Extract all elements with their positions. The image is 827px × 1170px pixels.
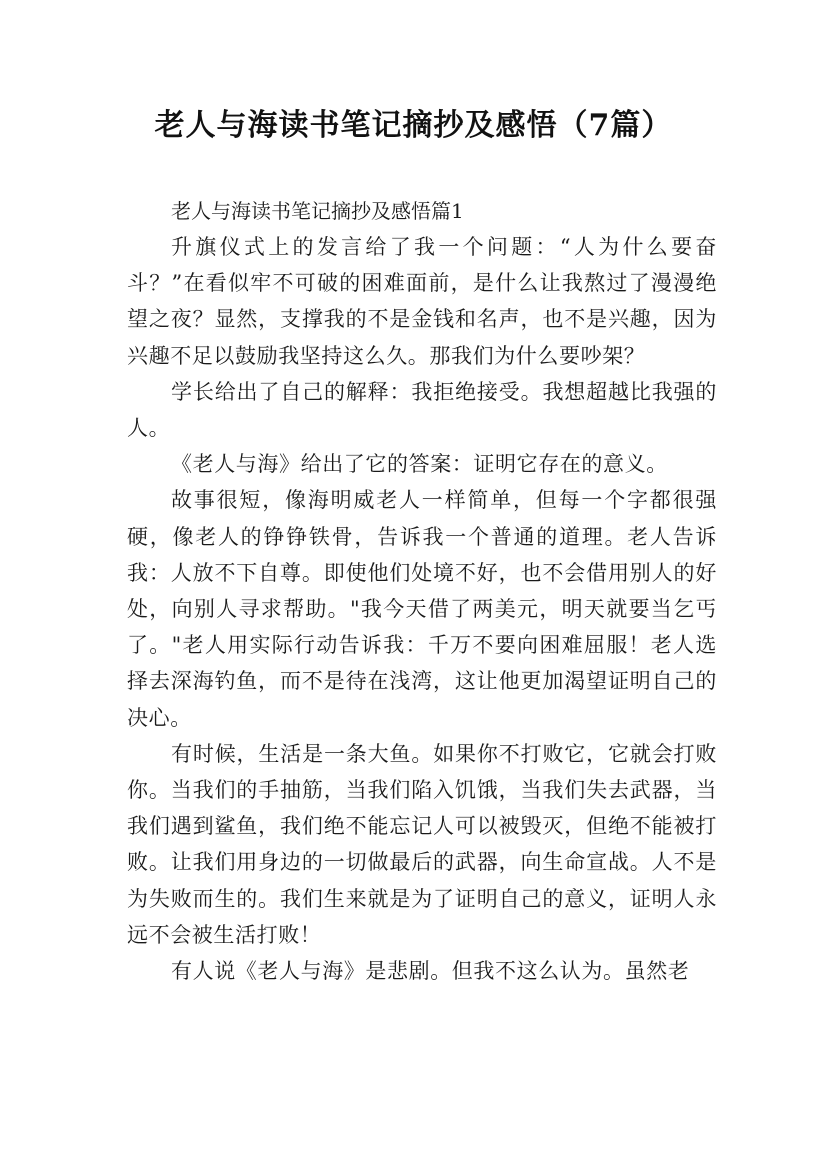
document-title: 老人与海读书笔记摘抄及感悟（7篇）: [154, 108, 673, 143]
paragraph-6: 有人说《老人与海》是悲剧。但我不这么认为。虽然老: [171, 959, 690, 984]
section-heading: 老人与海读书笔记摘抄及感悟篇1: [171, 199, 464, 223]
document-body: [127, 193, 717, 989]
paragraph-5: 有时候，生活是一条大鱼。如果你不打败它，它就会打败你。当我们的手抽筋，当我们陷入饥饿，当我们失去武器，当我们遇到鲨鱼，我们绝不能忘记人可以被毁灭，但绝不能被打败。让我们用身边的一切做最后的武器，向生命宣战。人不是为失败而生的。我们生来就是为了证明自己的意义，证明人永远不会被生活打败！: [127, 741, 717, 947]
paragraph-1: 升旗仪式上的发言给了我一个问题：“人为什么要奋斗？”在看似牢不可破的困难面前，是什么让我熬过了漫漫绝望之夜？显然，支撑我的不是金钱和名声，也不是兴趣，因为兴趣不足以鼓励我坚持这么久。那我们为什么要吵架？: [127, 235, 717, 368]
paragraph-2: 学长给出了自己的解释：我拒绝接受。我想超越比我强的人。: [127, 379, 717, 441]
paragraph-3: 《老人与海》给出了它的答案：证明它存在的意义。: [171, 452, 668, 477]
paragraph-4: 故事很短，像海明威老人一样简单，但每一个字都很强硬，像老人的铮铮铁骨，告诉我一个普通的道理。老人告诉我：人放不下自尊。即使他们处境不好，也不会借用别人的好处，向别人寻求帮助。"我今天借了两美元，明天就要当乞丐了。"老人用实际行动告诉我：千万不要向困难屈服！老人选择去深海钓鱼，而不是待在浅湾，这让他更加渴望证明自己的决心。: [127, 488, 717, 730]
